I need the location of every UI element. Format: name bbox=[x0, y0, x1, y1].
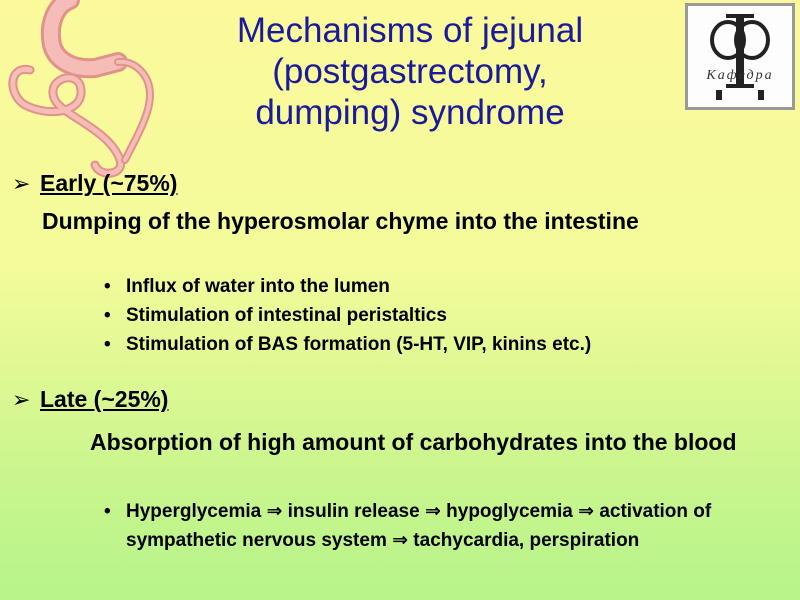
department-logo-icon bbox=[688, 6, 792, 107]
arrow-bullet-icon: ➢ bbox=[12, 386, 31, 412]
late-items bbox=[100, 497, 780, 555]
early-items bbox=[100, 272, 790, 359]
logo-text: Кафедра bbox=[706, 68, 774, 83]
late-heading-label: Late (~25%) bbox=[40, 386, 169, 412]
title-line-2: (postgastrectomy, bbox=[272, 52, 548, 91]
list-item: • Hyperglycemia ⇒ insulin release ⇒ hypoglycemia ⇒ activation of sympathetic nervous system ⇒ tachycardia, perspiration bbox=[100, 497, 780, 555]
late-heading bbox=[12, 386, 168, 413]
arrow-bullet-icon: ➢ bbox=[12, 170, 31, 196]
early-heading bbox=[12, 170, 177, 197]
title-line-1: Mechanisms of jejunal bbox=[236, 11, 584, 50]
list-item: • Stimulation of BAS formation (5-HT, VIP, kinins etc.) bbox=[100, 330, 790, 359]
early-heading-label: Early (~75%) bbox=[40, 170, 178, 196]
early-description: Dumping of the hyperosmolar chyme into the intestine bbox=[42, 208, 639, 234]
slide-title bbox=[150, 10, 670, 133]
list-item: • Stimulation of intestinal peristaltics bbox=[100, 301, 790, 330]
list-item: • Influx of water into the lumen bbox=[100, 272, 790, 301]
late-description: Absorption of high amount of carbohydrates into the blood bbox=[90, 429, 737, 455]
title-line-3: dumping) syndrome bbox=[255, 93, 565, 132]
department-logo bbox=[685, 3, 795, 110]
